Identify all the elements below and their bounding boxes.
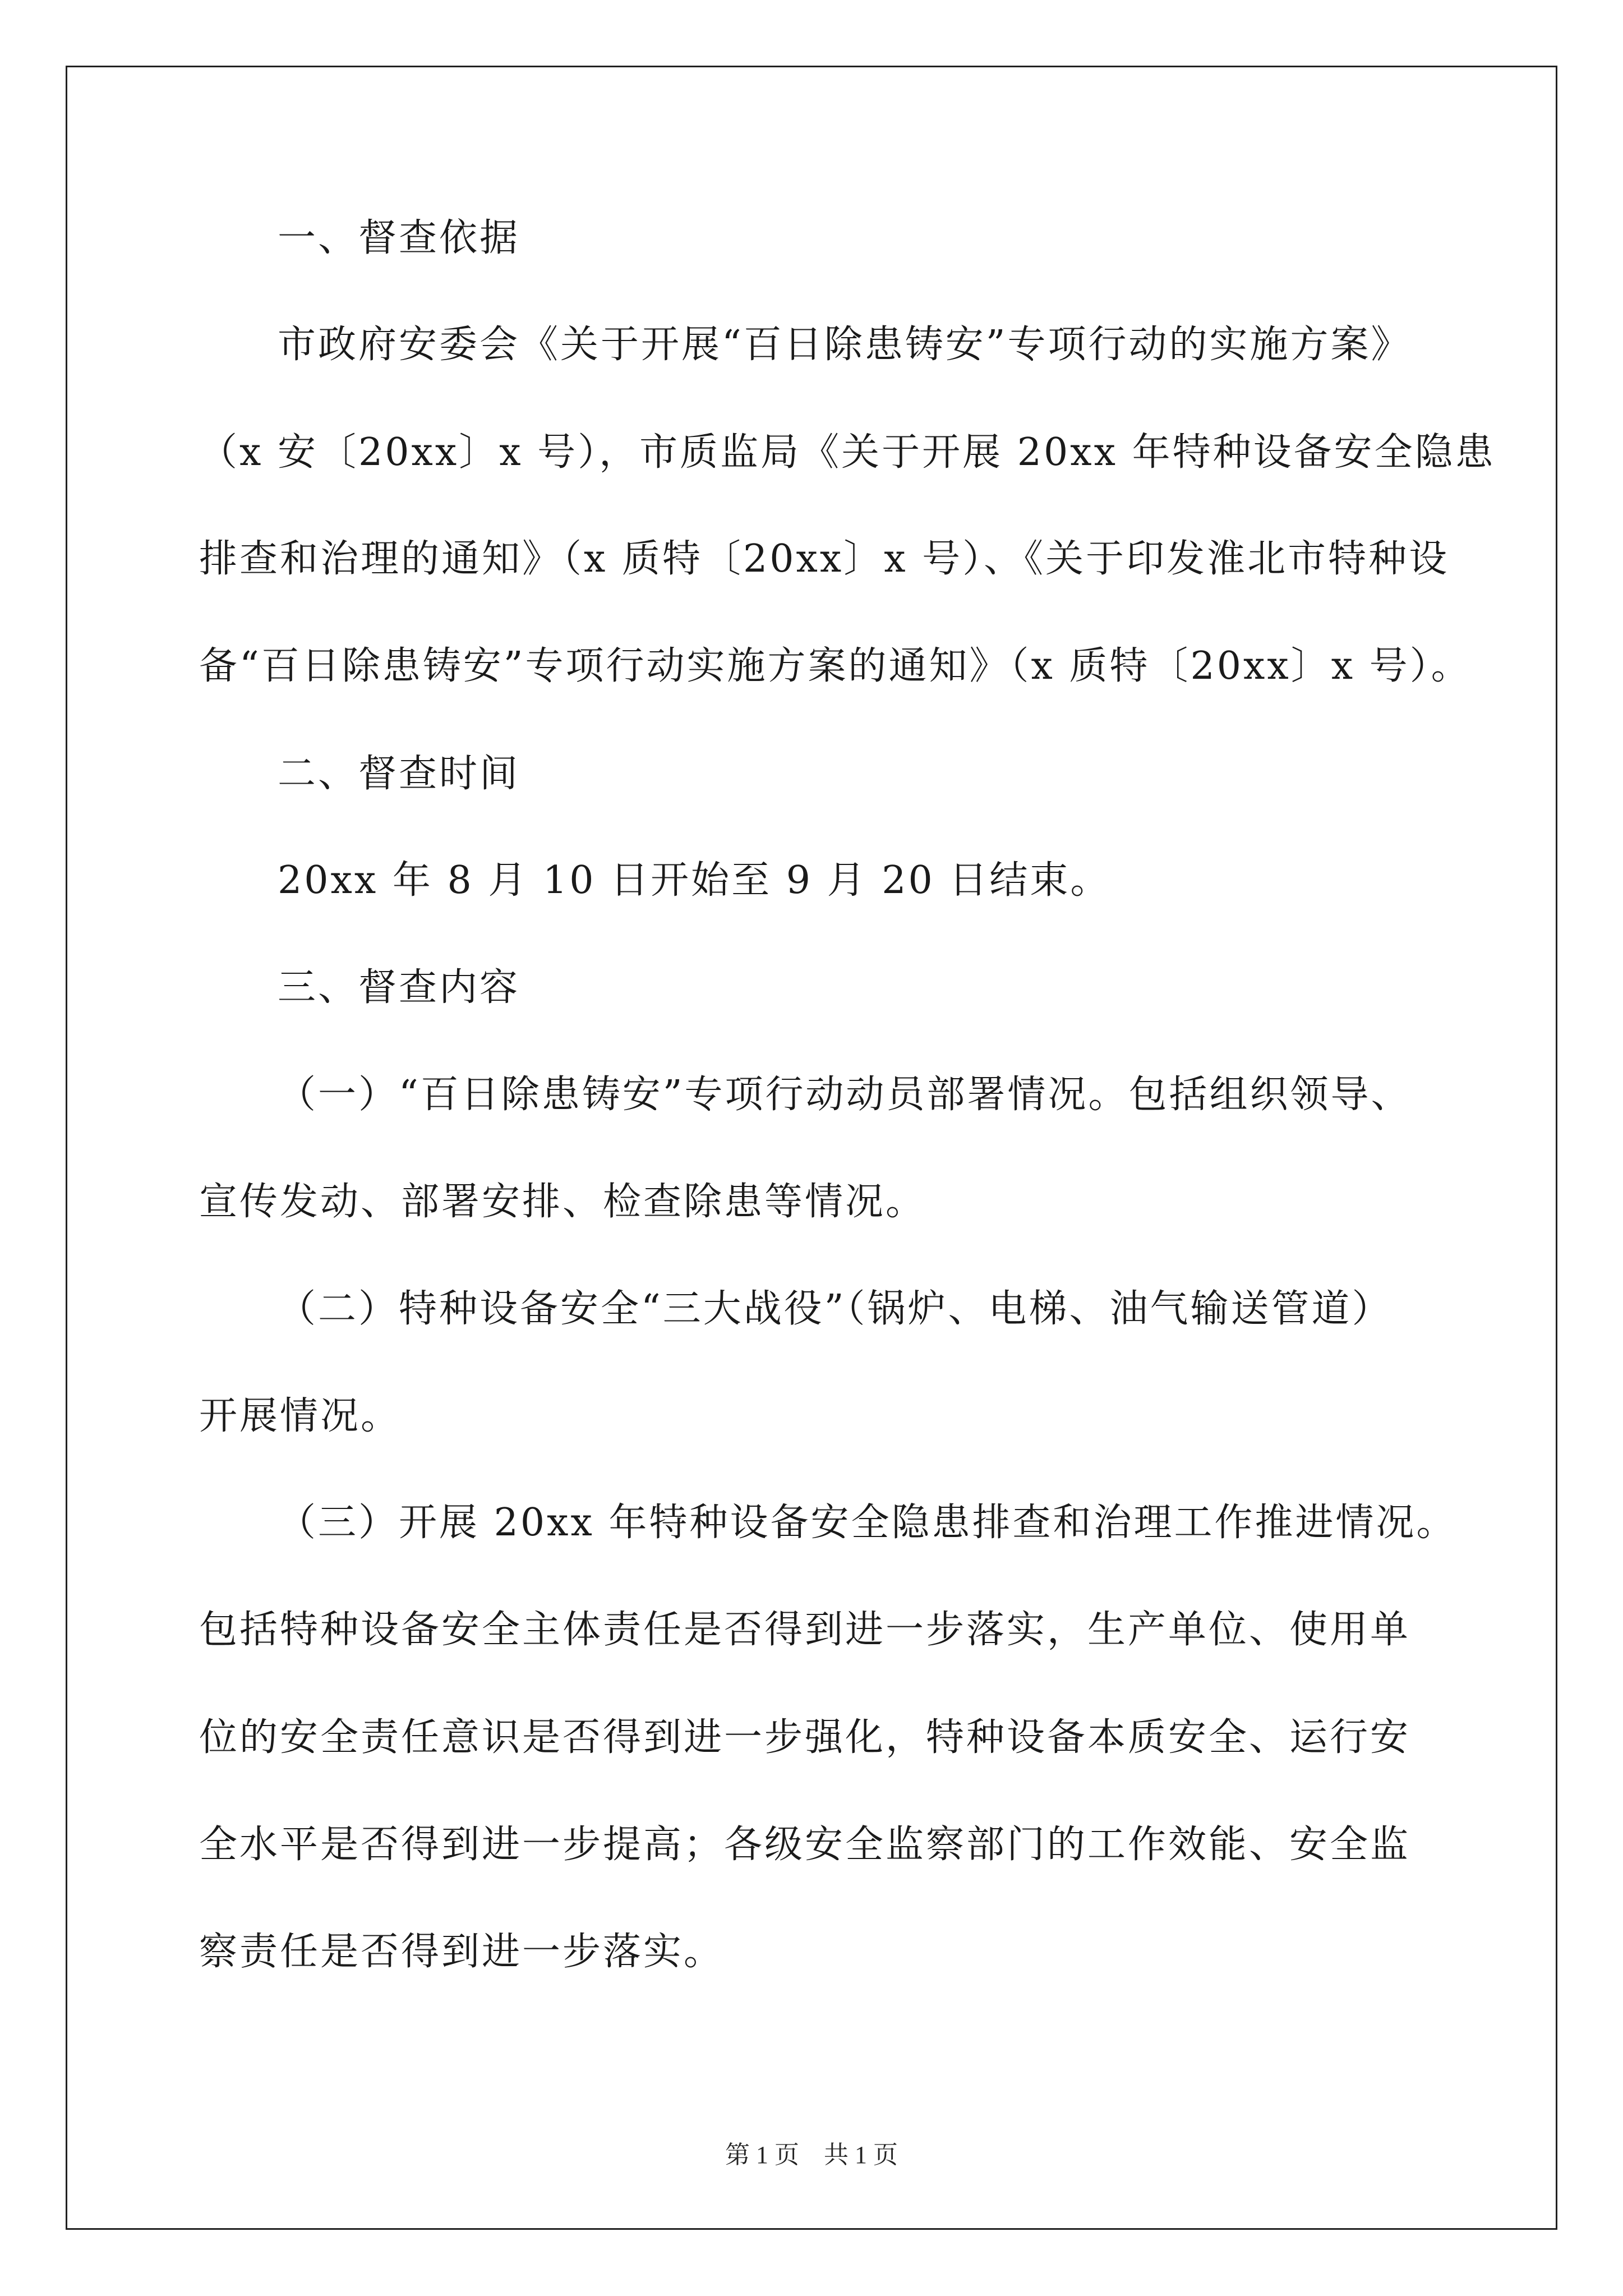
paragraph-line: 位的安全责任意识是否得到进一步强化，特种设备本质安全、运行安 — [199, 1715, 1411, 1760]
paragraph-line: 20xx 年 8 月 10 日开始至 9 月 20 日结束。 — [278, 858, 1111, 903]
paragraph-line: 察责任是否得到进一步落实。 — [199, 1930, 725, 1974]
page-border — [66, 66, 1557, 2230]
heading-basis: 一、督查依据 — [278, 216, 520, 260]
heading-time: 二、督查时间 — [278, 752, 520, 796]
paragraph-line: 备“百日除患铸安”专项行动实施方案的通知》（x 质特〔20xx〕x 号）。 — [199, 644, 1472, 688]
paragraph-line: 包括特种设备安全主体责任是否得到进一步落实，生产单位、使用单 — [199, 1608, 1411, 1652]
paragraph-line: 排查和治理的通知》（x 质特〔20xx〕x 号）、《关于印发淮北市特种设 — [199, 537, 1450, 581]
paragraph-line: （x 安〔20xx〕x 号），市质监局《关于开展 20xx 年特种设备安全隐患 — [199, 430, 1496, 475]
paragraph-line: 开展情况。 — [199, 1394, 402, 1438]
paragraph-line: 全水平是否得到进一步提高；各级安全监察部门的工作效能、安全监 — [199, 1823, 1411, 1867]
paragraph-line: （一）“百日除患铸安”专项行动动员部署情况。包括组织领导、 — [278, 1073, 1412, 1117]
heading-content: 三、督查内容 — [278, 965, 520, 1010]
paragraph-line: 市政府安委会《关于开展“百日除患铸安”专项行动的实施方案》 — [278, 323, 1412, 367]
paragraph-line: （三）开展 20xx 年特种设备安全隐患排查和治理工作推进情况。 — [278, 1501, 1457, 1545]
page-footer: 第 1 页 共 1 页 — [725, 2141, 898, 2169]
paragraph-line: 宣传发动、部署安排、检查除患等情况。 — [199, 1180, 926, 1224]
paragraph-line: （二）特种设备安全“三大战役”（锅炉、电梯、油气输送管道） — [278, 1287, 1393, 1331]
